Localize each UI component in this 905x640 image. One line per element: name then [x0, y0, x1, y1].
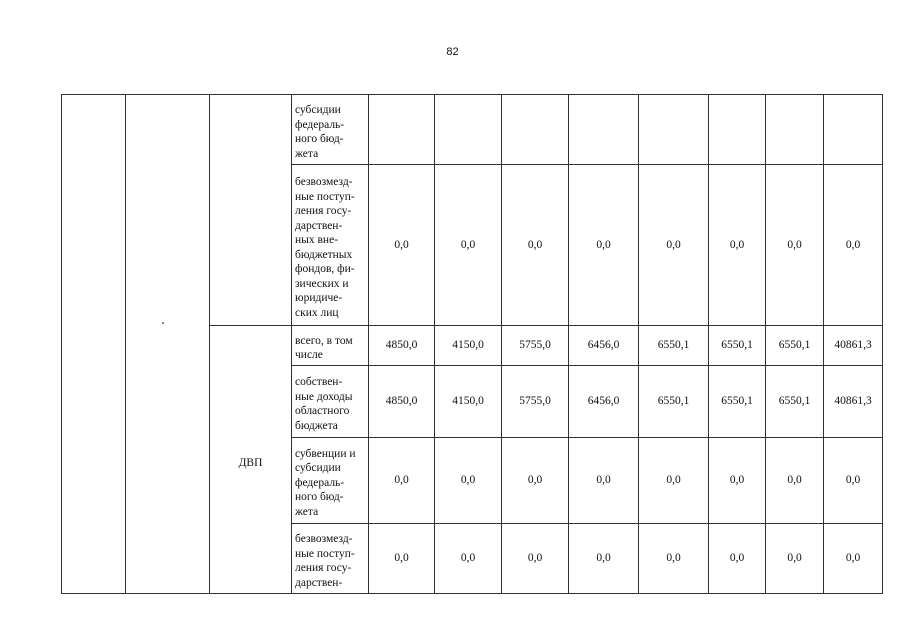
- value-total-cell: 0,0: [824, 524, 883, 594]
- page-number: 82: [446, 46, 459, 58]
- value-total-cell: 40861,3: [824, 366, 883, 438]
- value-cell: 0,0: [502, 165, 569, 326]
- value-cell: 0,0: [766, 524, 824, 594]
- value-cell: [502, 95, 569, 165]
- value-cell: 0,0: [502, 438, 569, 524]
- row-description: всего, в том числе: [292, 326, 369, 366]
- value-total-cell: 40861,3: [824, 326, 883, 366]
- value-cell: 6550,1: [709, 326, 766, 366]
- column-1-cell: [62, 95, 126, 594]
- value-total-cell: 0,0: [824, 438, 883, 524]
- value-cell: 0,0: [766, 438, 824, 524]
- value-cell: 6550,1: [766, 366, 824, 438]
- value-cell: 0,0: [639, 524, 709, 594]
- value-cell: 0,0: [369, 165, 435, 326]
- value-cell: 0,0: [709, 524, 766, 594]
- value-cell: [766, 95, 824, 165]
- value-cell: 0,0: [369, 438, 435, 524]
- value-cell: 0,0: [435, 438, 502, 524]
- value-total-cell: [824, 95, 883, 165]
- row-description: собствен- ные доходы областного бюджета: [292, 366, 369, 438]
- value-cell: 0,0: [639, 438, 709, 524]
- value-cell: 0,0: [569, 438, 639, 524]
- row-description: субвенции и субсидии федераль- ного бюд- жета: [292, 438, 369, 524]
- value-cell: 5755,0: [502, 366, 569, 438]
- budget-table: [61, 94, 883, 594]
- value-cell: 0,0: [369, 524, 435, 594]
- program-cell-previous: [210, 95, 292, 326]
- value-cell: 6550,1: [639, 366, 709, 438]
- value-cell: [569, 95, 639, 165]
- value-cell: [435, 95, 502, 165]
- row-description: безвозмезд- ные поступ- ления госу- дарствен- ных вне- бюджетных фондов, фи- зических и юридиче- ских лиц: [292, 165, 369, 326]
- value-cell: 6456,0: [569, 366, 639, 438]
- value-cell: 5755,0: [502, 326, 569, 366]
- value-cell: 4850,0: [369, 326, 435, 366]
- value-cell: 0,0: [639, 165, 709, 326]
- value-cell: 6550,1: [766, 326, 824, 366]
- table-row: [62, 95, 883, 165]
- value-cell: [709, 95, 766, 165]
- value-cell: 0,0: [709, 438, 766, 524]
- value-cell: 6550,1: [709, 366, 766, 438]
- value-cell: 0,0: [569, 524, 639, 594]
- row-description: безвозмезд- ные поступ- ления госу- дарствен-: [292, 524, 369, 594]
- value-cell: 6550,1: [639, 326, 709, 366]
- value-cell: 0,0: [569, 165, 639, 326]
- value-cell: 4850,0: [369, 366, 435, 438]
- value-cell: 0,0: [435, 524, 502, 594]
- value-cell: 0,0: [766, 165, 824, 326]
- value-cell: [369, 95, 435, 165]
- program-label: ДВП: [210, 326, 292, 594]
- value-cell: 6456,0: [569, 326, 639, 366]
- value-total-cell: 0,0: [824, 165, 883, 326]
- value-cell: 0,0: [709, 165, 766, 326]
- value-cell: [639, 95, 709, 165]
- row-description: субсидии федераль- ного бюд- жета: [292, 95, 369, 165]
- value-cell: 0,0: [435, 165, 502, 326]
- column-2-cell: [126, 95, 210, 594]
- value-cell: 0,0: [502, 524, 569, 594]
- value-cell: 4150,0: [435, 366, 502, 438]
- value-cell: 4150,0: [435, 326, 502, 366]
